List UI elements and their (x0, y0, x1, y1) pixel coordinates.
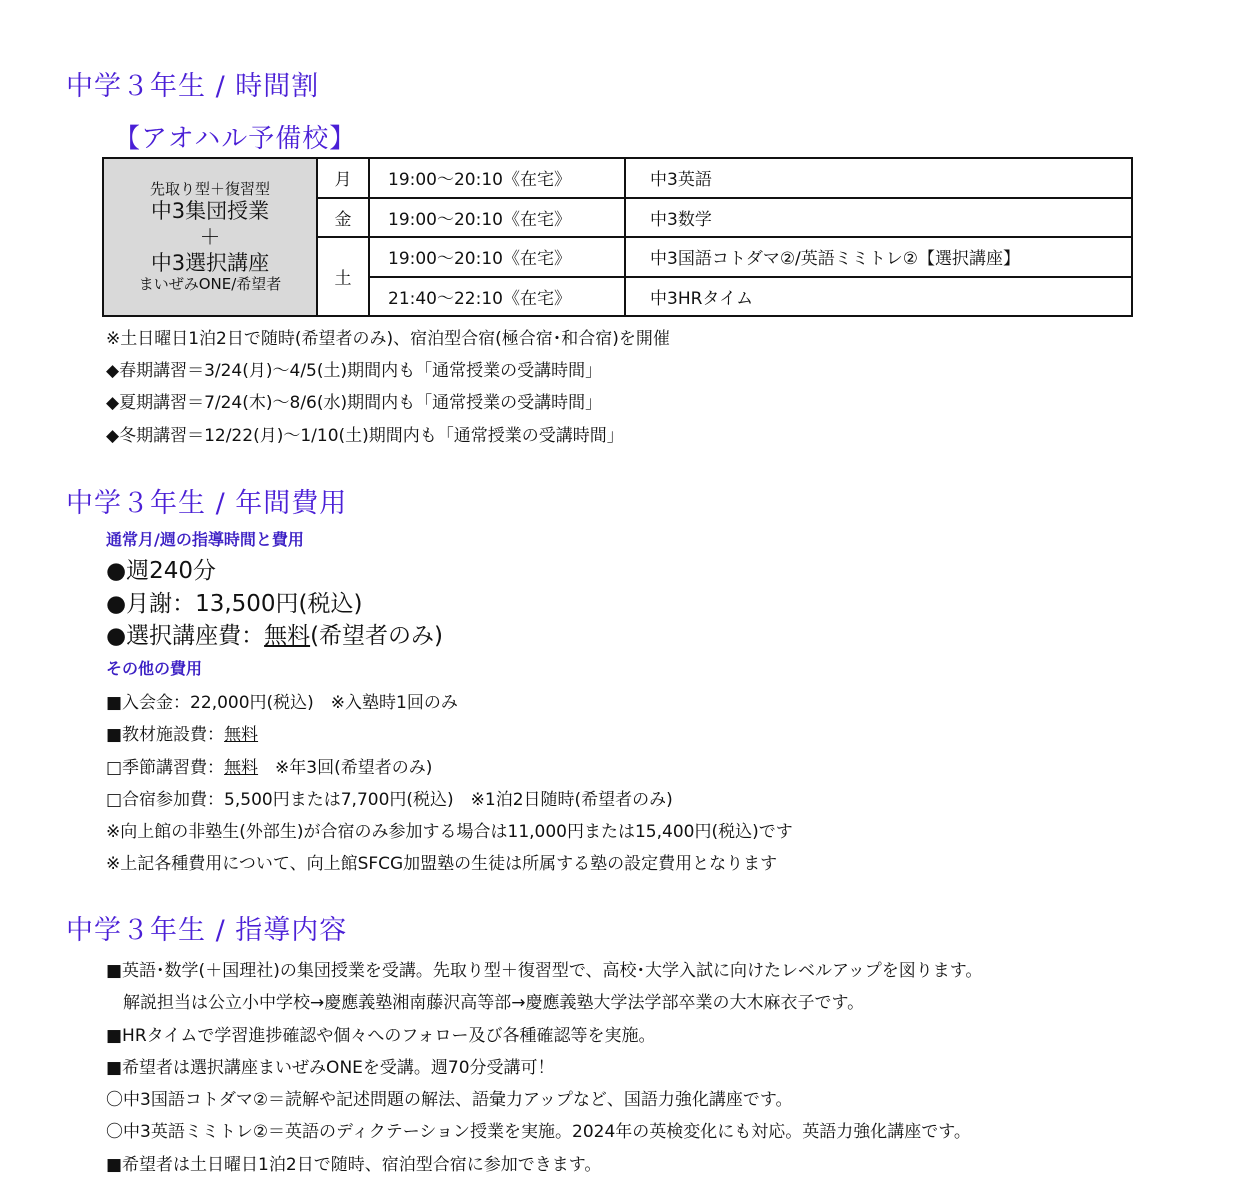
content-line: ■英語･数学(＋国理社)の集団授業を受講。先取り型＋復習型で、高校･大学入試に向けたレベルアップを図ります。 (106, 961, 983, 981)
time-cell: 19:00〜20:10《在宅》 (369, 158, 625, 198)
content-line: ■HRタイムで学習進捗確認や個々へのフォロー及び各種確認等を実施。 (106, 1026, 656, 1046)
seasonal-fee-note: ※年3回(希望者のみ) (258, 758, 433, 778)
entry-fee: ■入会金：22,000円(税込) ※入塾時1回のみ (106, 693, 458, 713)
option-fee-label: ●選択講座費： (106, 623, 265, 649)
monthly-fee: ●月謝：13,500円(税込) (106, 591, 363, 617)
material-fee-label: ■教材施設費： (106, 725, 225, 745)
course-cell (103, 158, 317, 316)
time-cell: 21:40〜22:10《在宅》 (369, 277, 625, 317)
subject-cell: 中3数学 (625, 198, 1132, 238)
camp-fee: □合宿参加費：5,500円または7,700円(税込) ※1泊2日随時(希望者のみ) (106, 790, 673, 810)
fee-subheading-regular: 通常月/週の指導時間と費用 (106, 530, 304, 549)
option-fee (106, 617, 443, 650)
option-fee-free: 無料 (264, 623, 311, 649)
seasonal-fee-free: 無料 (224, 758, 259, 778)
seasonal-fee-label: □季節講習費： (106, 758, 225, 778)
fee-heading: 中学３年生 / 年間費用 (66, 488, 348, 519)
time-cell: 19:00〜20:10《在宅》 (369, 237, 625, 277)
note-summer: ◆夏期講習＝7/24(木)〜8/6(水)期間内も「通常授業の受講時間」 (106, 393, 603, 413)
content-line: ■希望者は土日曜日1泊2日で随時、宿泊型合宿に参加できます。 (106, 1155, 602, 1175)
day-cell: 土 (317, 237, 369, 316)
content-heading: 中学３年生 / 指導内容 (66, 915, 348, 946)
course-type-label: 先取り型＋復習型 (149, 180, 270, 199)
sfcg-note: ※上記各種費用について、向上館SFCG加盟塾の生徒は所属する塾の設定費用となります (106, 854, 778, 874)
note-camp: ※土日曜日1泊2日で随時(希望者のみ)、宿泊型合宿(極合宿･和合宿)を開催 (106, 329, 670, 349)
school-name: 【アオハル予備校】 (114, 124, 357, 154)
outside-student-note: ※向上館の非塾生(外部生)が合宿のみ参加する場合は11,000円または15,400円(税込)です (106, 822, 793, 842)
timetable (102, 157, 1133, 317)
fee-subheading-other: その他の費用 (106, 659, 203, 678)
course-group-label: 中3集団授業 (150, 198, 270, 223)
course-target-label: まいぜみONE/希望者 (138, 275, 282, 294)
option-fee-note: (希望者のみ) (310, 623, 444, 649)
day-cell: 月 (317, 158, 369, 198)
timetable-row (103, 158, 1132, 198)
subject-cell: 中3国語コトダマ②/英語ミミトレ②【選択講座】 (625, 237, 1132, 277)
material-fee (106, 720, 258, 745)
schedule-heading: 中学３年生 / 時間割 (66, 71, 320, 102)
seasonal-fee (106, 753, 432, 778)
content-line: ■希望者は選択講座まいぜみONEを受講。週70分受講可！ (106, 1058, 555, 1078)
content-line: 〇中3英語ミミトレ②＝英語のディクテーション授業を実施。2024年の英検変化にも対応。英語力強化講座です。 (106, 1122, 971, 1142)
weekly-minutes: ●週240分 (106, 558, 216, 584)
time-cell: 19:00〜20:10《在宅》 (369, 198, 625, 238)
course-plus-label: ＋ (199, 224, 221, 249)
note-spring: ◆春期講習＝3/24(月)〜4/5(土)期間内も「通常授業の受講時間」 (106, 361, 603, 381)
note-winter: ◆冬期講習＝12/22(月)〜1/10(土)期間内も「通常授業の受講時間」 (106, 426, 624, 446)
content-line: 解説担当は公立小中学校→慶應義塾湘南藤沢高等部→慶應義塾大学法学部卒業の大木麻衣子です。 (106, 993, 865, 1013)
material-fee-free: 無料 (224, 725, 259, 745)
course-option-label: 中3選択講座 (150, 251, 270, 276)
day-cell: 金 (317, 198, 369, 238)
subject-cell: 中3英語 (625, 158, 1132, 198)
content-line: 〇中3国語コトダマ②＝読解や記述問題の解法、語彙力アップなど、国語力強化講座です。 (106, 1090, 793, 1110)
subject-cell: 中3HRタイム (625, 277, 1132, 317)
